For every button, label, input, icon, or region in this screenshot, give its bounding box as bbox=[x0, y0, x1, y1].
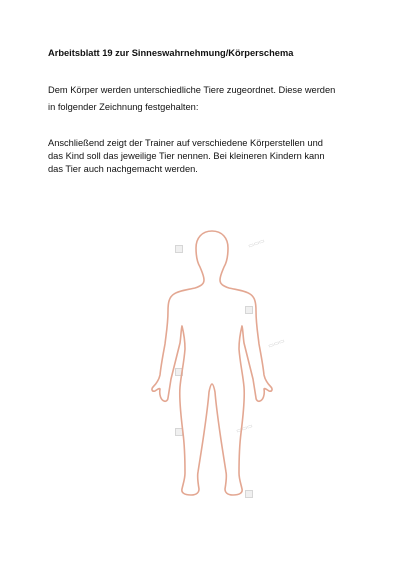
intro-line: in folgender Zeichnung festgehalten: bbox=[48, 102, 199, 112]
worksheet-title: Arbeitsblatt 19 zur Sinneswahrnehmung/Körperschema bbox=[48, 48, 294, 58]
intro-line: Dem Körper werden unterschiedliche Tiere zugeordnet. Diese werden bbox=[48, 85, 336, 95]
watermark-icon: ▭▭▭ bbox=[247, 237, 266, 250]
intro-paragraph bbox=[48, 82, 368, 116]
instruction-line: Anschließend zeigt der Trainer auf verschiedene Körperstellen und bbox=[48, 138, 323, 148]
watermark-icon: ▭▭▭ bbox=[267, 337, 286, 350]
human-body-outline-icon bbox=[150, 227, 274, 498]
watermark-icon: ▭▭▭ bbox=[235, 422, 254, 435]
instruction-paragraph bbox=[48, 137, 368, 176]
instruction-line: das Tier auch nachgemacht werden. bbox=[48, 164, 198, 174]
instruction-line: das Kind soll das jeweilige Tier nennen. Bei kleineren Kindern kann bbox=[48, 151, 325, 161]
